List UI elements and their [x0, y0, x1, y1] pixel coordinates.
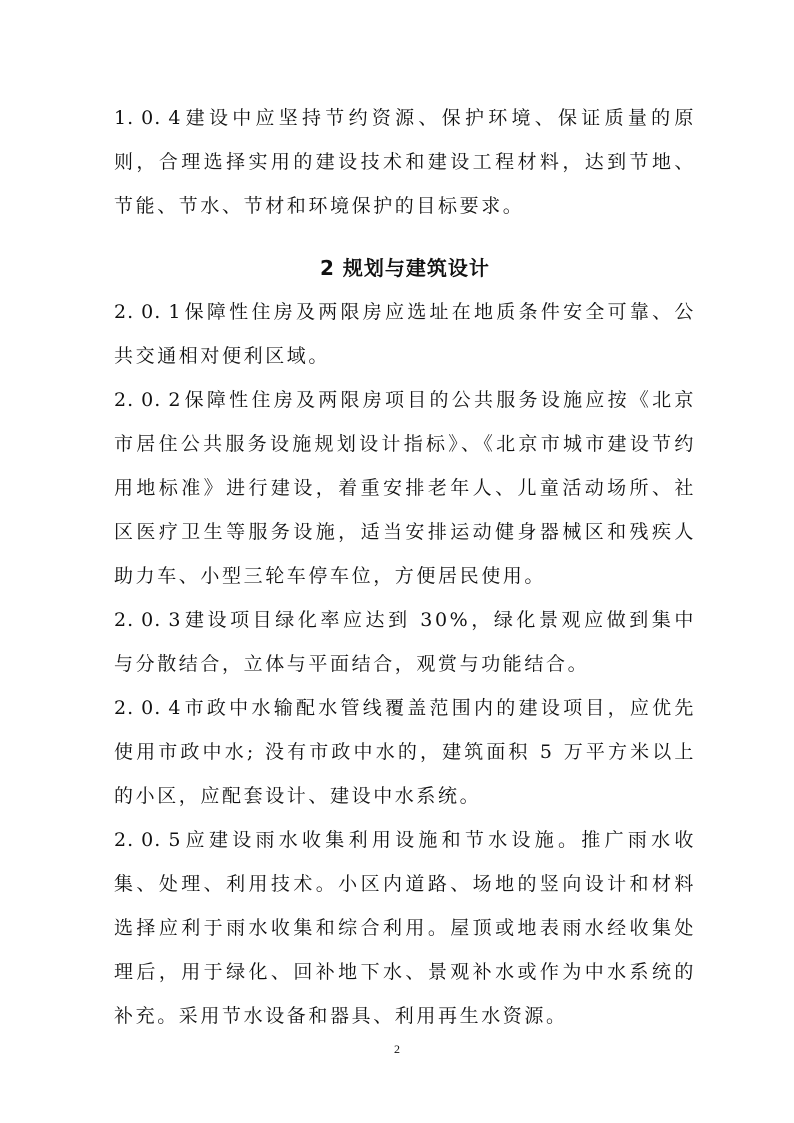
clause-2-0-1 [114, 290, 696, 378]
clause-number: 2. 0. 3 [114, 609, 182, 631]
clause-number: 2. 0. 1 [114, 301, 182, 323]
section-title: 2 规划与建筑设计 [320, 256, 490, 280]
clause-2-0-5 [114, 818, 696, 1038]
clause-2-0-2 [114, 378, 696, 598]
clause-text: 市政中水输配水管线覆盖范围内的建设项目，应优先使用市政中水; 没有市政中水的，建筑面积 5 万平方米以上的小区，应配套设计、建设中水系统。 [114, 697, 696, 807]
clause-number: 2. 0. 2 [114, 389, 182, 411]
clause-text: 保障性住房及两限房应选址在地质条件安全可靠、公共交通相对便利区域。 [114, 301, 696, 367]
clause-text: 建设中应坚持节约资源、保护环境、保证质量的原则，合理选择实用的建设技术和建设工程材料，达到节地、节能、节水、节材和环境保护的目标要求。 [114, 107, 696, 217]
clause-text: 应建设雨水收集利用设施和节水设施。推广雨水收集、处理、利用技术。小区内道路、场地的竖向设计和材料选择应利于雨水收集和综合利用。屋顶或地表雨水经收集处理后，用于绿化、回补地下水、景观补水或作为中水系统的补充。采用节水设备和器具、利用再生水资源。 [114, 829, 696, 1027]
clause-1-0-4 [114, 96, 696, 228]
clause-2-0-3 [114, 598, 696, 686]
clause-number: 2. 0. 4 [114, 697, 182, 719]
page-number: 2 [394, 1042, 400, 1056]
clause-text: 建设项目绿化率应达到 30%，绿化景观应做到集中与分散结合，立体与平面结合，观赏与功能结合。 [114, 609, 696, 675]
document-body [114, 96, 696, 1038]
clause-number: 2. 0. 5 [114, 829, 182, 851]
clause-2-0-4 [114, 686, 696, 818]
clause-number: 1. 0. 4 [114, 107, 182, 129]
clause-text: 保障性住房及两限房项目的公共服务设施应按《北京市居住公共服务设施规划设计指标》、《北京市城市建设节约用地标准》进行建设，着重安排老年人、儿童活动场所、社区医疗卫生等服务设施，适当安排运动健身器械区和残疾人助力车、小型三轮车停车位，方便居民使用。 [114, 389, 696, 587]
